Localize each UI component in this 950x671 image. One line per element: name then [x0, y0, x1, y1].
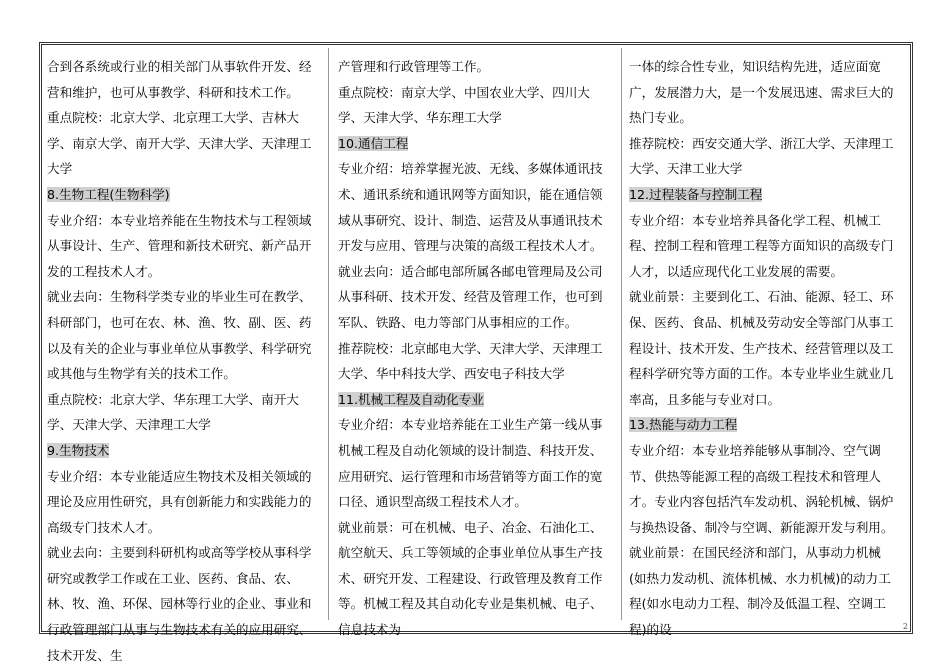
section-heading-text: 9.生物技术 — [47, 442, 110, 458]
section-heading-text: 8.生物工程(生物科学) — [47, 186, 170, 202]
paragraph: 就业去向：主要到科研机构或高等学校从事科学研究或教学工作或在工业、医药、食品、农、林、牧、渔、环保、园林等行业的企业、事业和行政管理部门从事与生物技术有关的应用研究、技术开发、生 — [47, 545, 312, 663]
paragraph: 就业前景：可在机械、电子、冶金、石油化工、航空航天、兵工等领域的企事业单位从事生产技术、研究开发、工程建设、行政管理及教育工作等。机械工程及其自动化专业是集机械、电子、信息技术为 — [338, 519, 603, 638]
column-divider — [328, 48, 329, 620]
paragraph: 推荐院校：西安交通大学、浙江大学、天津理工大学、天津工业大学 — [629, 135, 894, 177]
paragraph: 专业介绍：本专业培养能在工业生产第一线从事机械工程及自动化领域的设计制造、科技开发、应用研究、运行管理和市场营销等方面工作的宽口径、通识型高级工程技术人才。 — [338, 417, 603, 510]
page-number: 2 — [902, 622, 908, 631]
paragraph: 就业去向：生物科学类专业的毕业生可在教学、科研部门，也可在农、林、渔、牧、副、医、药以及有关的企业与事业单位从事教学、科学研究或其他与生物学有关的技术工作。 — [47, 289, 312, 382]
column-divider — [621, 48, 622, 620]
paragraph: 专业介绍：本专业培养能够从事制冷、空气调节、供热等能源工程的高级工程技术和管理人才。专业内容包括汽车发动机、涡轮机械、锅炉与换热设备、制冷与空调、新能源开发与利用。 — [629, 442, 894, 535]
section-heading-text: 10.通信工程 — [338, 135, 409, 151]
paragraph: 合到各系统或行业的相关部门从事软件开发、经营和维护，也可从事教学、科研和技术工作。 — [47, 59, 312, 100]
text-column-right — [629, 54, 897, 638]
paragraph: 专业介绍：本专业能适应生物技术及相关领域的理论及应用性研究，具有创新能力和实践能力的高级专门技术人才。 — [47, 468, 312, 535]
paragraph: 推荐院校：北京邮电大学、天津大学、天津理工大学、华中科技大学、西安电子科技大学 — [338, 340, 603, 382]
paragraph: 一体的综合性专业，知识结构先进，适应面宽广，发展潜力大，是一个发展迅速、需求巨大的热门专业。 — [629, 59, 894, 126]
paragraph: 专业介绍：本专业培养具备化学工程、机械工程、控制工程和管理工程等方面知识的高级专门人才，以适应现代化工业发展的需要。 — [629, 212, 894, 279]
paragraph: 重点院校：北京大学、北京理工大学、吉林大学、南京大学、南开大学、天津大学、天津理工大学 — [47, 110, 312, 177]
paragraph: 就业前景：主要到化工、石油、能源、轻工、环保、医药、食品、机械及劳动安全等部门从事工程设计、技术开发、生产技术、经营管理以及工程科学研究等方面的工作。本专业毕业生就业几率高，且多能与专业对口。 — [629, 289, 894, 407]
paragraph: 重点院校：南京大学、中国农业大学、四川大学、天津大学、华东理工大学 — [338, 84, 590, 126]
paragraph: 专业介绍：本专业培养能在生物技术与工程领域从事设计、生产、管理和新技术研究、新产品开发的工程技术人才。 — [47, 212, 312, 279]
section-heading — [629, 412, 897, 438]
section-heading — [338, 131, 606, 157]
section-heading-text: 13.热能与动力工程 — [629, 417, 738, 433]
paragraph: 专业介绍：培养掌握光波、无线、多媒体通讯技术、通讯系统和通讯网等方面知识，能在通信领域从事研究、设计、制造、运营及从事通讯技术开发与应用、管理与决策的高级工程技术人才。 — [338, 161, 603, 254]
paragraph: 重点院校：北京大学、华东理工大学、南开大学、天津大学、天津理工大学 — [47, 391, 299, 433]
section-heading — [47, 438, 315, 464]
section-heading — [47, 182, 315, 208]
paragraph: 就业去向：适合邮电部所属各邮电管理局及公司从事科研、技术开发、经营及管理工作，也可到军队、铁路、电力等部门从事相应的工作。 — [338, 263, 603, 330]
section-heading-text: 11.机械工程及自动化专业 — [338, 391, 484, 407]
section-heading-text: 12.过程装备与控制工程 — [629, 186, 763, 202]
section-heading — [338, 387, 606, 413]
paragraph: 产管理和行政管理等工作。 — [338, 59, 490, 74]
section-heading — [629, 182, 897, 208]
text-column-left — [47, 54, 315, 663]
paragraph: 就业前景：在国民经济和部门，从事动力机械(如热力发动机、流体机械、水力机械)的动力工程(如水电动力工程、制冷及低温工程、空调工程)的设 — [629, 545, 891, 638]
text-column-middle — [338, 54, 606, 638]
